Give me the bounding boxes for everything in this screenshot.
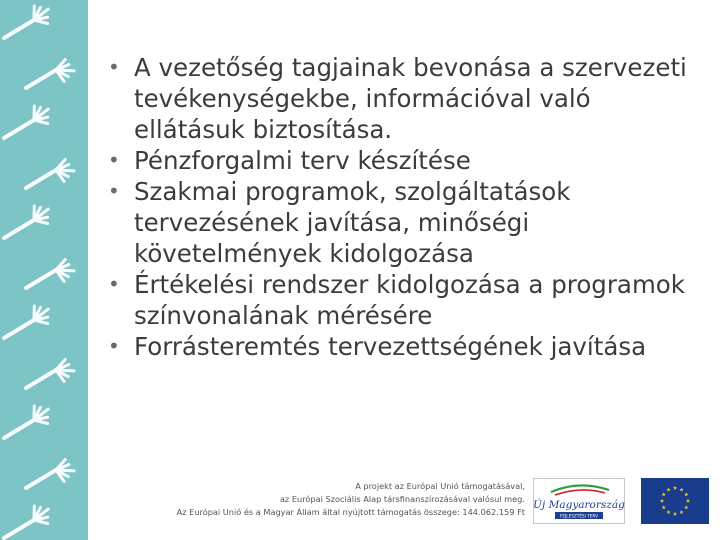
funding-line-1: A projekt az Európai Unió támogatásával, — [355, 481, 525, 491]
bullet-text: Szakmai programok, szolgáltatások tervezésének javítása, minőségi követelmények kidolgozása — [134, 177, 571, 268]
bullet-item — [108, 331, 708, 362]
bullet-dot: • — [108, 334, 120, 358]
bullet-item — [108, 176, 708, 269]
bullet-text: A vezetőség tagjainak bevonása a szervezeti tevékenységekbe, információval való ellátásuk biztosítása. — [134, 53, 687, 144]
uj-logo-subtitle: FEJLESZTÉSI TERV — [560, 513, 598, 519]
uj-logo-text: Új Magyarország — [533, 499, 625, 511]
bullet-dot: • — [108, 272, 120, 296]
bullet-list — [108, 52, 708, 362]
slide-content — [108, 52, 708, 362]
bullet-item — [108, 145, 708, 176]
decorative-sidebar — [0, 0, 88, 540]
eu-flag-icon — [641, 478, 709, 524]
bullet-item — [108, 52, 708, 145]
bullet-item — [108, 269, 708, 331]
funding-note — [160, 480, 525, 519]
funding-line-2: az Európai Szociális Alap társfinanszírozásával valósul meg. — [279, 494, 525, 504]
bullet-dot: • — [108, 179, 120, 203]
bullet-dot: • — [108, 148, 120, 172]
funding-line-3: Az Európai Unió és a Magyar Állam által nyújtott támogatás összege: 144.062.159 Ft — [176, 507, 525, 517]
bullet-text: Forrásteremtés tervezettségének javítása — [134, 332, 647, 361]
bullet-text: Értékelési rendszer kidolgozása a programok színvonalának mérésére — [134, 270, 685, 330]
bullet-text: Pénzforgalmi terv készítése — [134, 146, 471, 175]
uj-magyarorszag-logo-icon — [533, 478, 625, 524]
bullet-dot: • — [108, 55, 120, 79]
hands-pattern-icon — [0, 0, 88, 540]
